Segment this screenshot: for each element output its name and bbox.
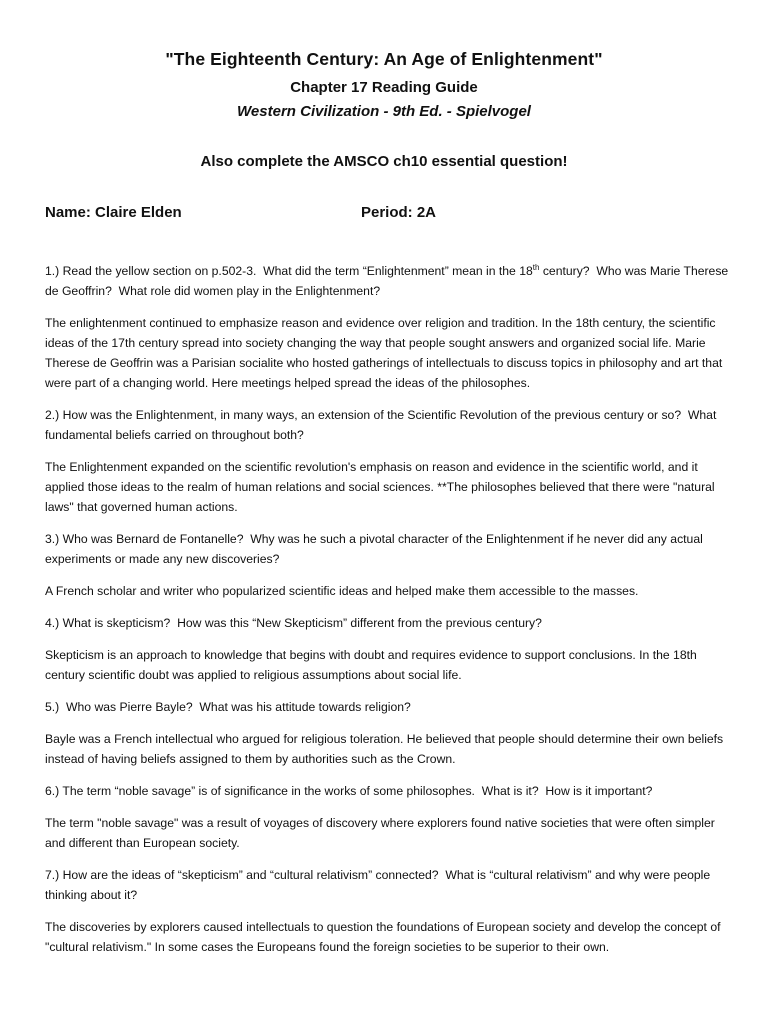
question-7: 7.) How are the ideas of “skepticism” and “cultural relativism” connected? What is “cultural relativism” and why were people thinking about it? bbox=[45, 868, 714, 902]
answer-2: The Enlightenment expanded on the scientific revolution's emphasis on reason and evidence in the scientific world, and it applied those ideas to the realm of human relations and social sciences. **The philosophes believed that there were "natural laws" that governed human actions. bbox=[45, 460, 719, 514]
question-4: 4.) What is skepticism? How was this “New Skepticism” different from the previous century? bbox=[45, 616, 542, 630]
answer-1: The enlightenment continued to emphasize reason and evidence over religion and tradition. In the 18th century, the scientific ideas of the 17th century spread into society changing the way that people sought answers and organized social life. Marie Therese de Geoffrin was a Parisian socialite who hosted gatherings of intellectuals to discuss topics in philosophy and art that were part of a changing world. Here meetings helped spread the ideas of the philosophes. bbox=[45, 316, 726, 390]
answer-5: Bayle was a French intellectual who argued for religious toleration. He believed that people should determine their own beliefs instead of having beliefs assigned to them by authorities such as the Crown. bbox=[45, 732, 727, 766]
document-title: "The Eighteenth Century: An Age of Enlightenment" bbox=[165, 49, 603, 69]
student-info-row bbox=[45, 204, 725, 221]
answer-6: The term "noble savage" was a result of voyages of discovery where explorers found native societies that were often simpler and different than European society. bbox=[45, 816, 719, 850]
question-6: 6.) The term “noble savage” is of significance in the works of some philosophes. What is it? How is it important? bbox=[45, 784, 653, 798]
question-3: 3.) Who was Bernard de Fontanelle? Why was he such a pivotal character of the Enlightenment if he never did any actual experiments or made any new discoveries? bbox=[45, 532, 707, 566]
student-name: Name: Claire Elden bbox=[45, 204, 182, 221]
question-1: 1.) Read the yellow section on p.502-3. What did the term “Enlightenment” mean in the 18th century? Who was Marie Therese de Geoffrin? What role did women play in the Enlightenment? bbox=[45, 262, 732, 298]
textbook-reference: Western Civilization - 9th Ed. - Spielvogel bbox=[237, 103, 531, 120]
questions-section bbox=[45, 261, 735, 969]
answer-7: The discoveries by explorers caused intellectuals to question the foundations of European society and develop the concept of "cultural relativism." In some cases the Europeans found the foreign societies to be superior to their own. bbox=[45, 920, 724, 954]
additional-instruction: Also complete the AMSCO ch10 essential question! bbox=[200, 153, 568, 170]
question-5: 5.) Who was Pierre Bayle? What was his attitude towards religion? bbox=[45, 700, 411, 714]
answer-3: A French scholar and writer who popularized scientific ideas and helped make them accessible to the masses. bbox=[45, 584, 639, 598]
student-period: Period: 2A bbox=[361, 204, 437, 221]
answer-4: Skepticism is an approach to knowledge that begins with doubt and requires evidence to support conclusions. In the 18th century scientific doubt was applied to religious assumptions about social life. bbox=[45, 648, 701, 682]
question-2: 2.) How was the Enlightenment, in many ways, an extension of the Scientific Revolution of the previous century or so? What fundamental beliefs carried on throughout both? bbox=[45, 408, 720, 442]
document-subtitle: Chapter 17 Reading Guide bbox=[290, 79, 478, 96]
